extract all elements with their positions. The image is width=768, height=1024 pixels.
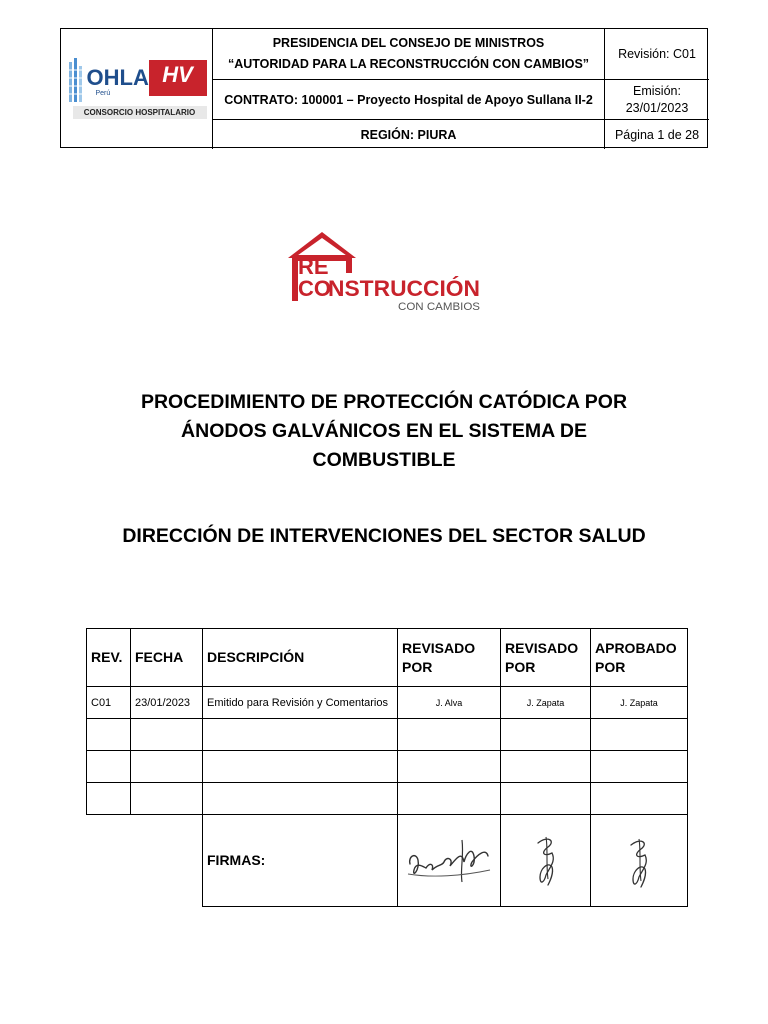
signature-zapata-icon (526, 831, 566, 891)
table-cell: C01 (87, 687, 131, 719)
table-header-cell: FECHA (131, 629, 203, 687)
logo-con-cambios-text: CON CAMBIOS (398, 301, 480, 313)
header-region: REGIÓN: PIURA (213, 120, 605, 149)
header-title-line2: “AUTORIDAD PARA LA RECONSTRUCCIÓN CON CAMBIOS” (227, 57, 590, 71)
table-cell (591, 751, 688, 783)
hv-wordmark: HV (149, 60, 207, 96)
table-row (87, 687, 688, 719)
table-cell (203, 719, 398, 751)
signature-zapata-1 (501, 815, 591, 907)
document-title-line3: COMBUSTIBLE (312, 449, 456, 471)
table-cell (87, 783, 131, 815)
logo-re-text: RE (298, 254, 329, 279)
signatures-row (87, 815, 688, 907)
table-header-cell: REVISADO POR (501, 629, 591, 687)
signature-zapata-2 (591, 815, 688, 907)
header-emission (605, 80, 709, 120)
header-title (213, 29, 605, 80)
table-cell: 23/01/2023 (131, 687, 203, 719)
signature-zapata-icon (619, 831, 659, 891)
firmas-label: FIRMAS: (207, 851, 266, 868)
document-title-line2: ÁNODOS GALVÁNICOS EN EL SISTEMA DE (181, 420, 587, 442)
table-cell (398, 719, 501, 751)
ohla-country: Perú (95, 90, 111, 97)
table-cell (591, 783, 688, 815)
table-cell (501, 719, 591, 751)
ohla-wordmark: OHLA (86, 65, 149, 90)
table-cell (131, 719, 203, 751)
table-cell: J. Zapata (501, 687, 591, 719)
header-revision: Revisión: C01 (605, 29, 709, 80)
emission-date: 23/01/2023 (625, 100, 689, 115)
document-subtitle: DIRECCIÓN DE INTERVENCIONES DEL SECTOR SALUD (122, 525, 646, 547)
ohla-hv-logo (65, 56, 209, 122)
table-cell (203, 783, 398, 815)
table-cell: J. Zapata (591, 687, 688, 719)
table-cell (131, 783, 203, 815)
table-row (87, 783, 688, 815)
header-page-number: Página 1 de 28 (614, 127, 700, 142)
table-header-cell: DESCRIPCIÓN (203, 629, 398, 687)
signature-alva (398, 815, 501, 907)
table-cell (591, 719, 688, 751)
document-title (80, 388, 688, 475)
table-cell (87, 719, 131, 751)
table-header-cell: APROBADO POR (591, 629, 688, 687)
consorcio-label: CONSORCIO HOSPITALARIO (73, 106, 207, 119)
logo-co-text: CO (298, 276, 331, 301)
table-cell (131, 751, 203, 783)
table-header-row (87, 629, 688, 687)
header-logo-cell (61, 29, 213, 149)
table-cell (501, 751, 591, 783)
table-row (87, 751, 688, 783)
table-cell (203, 751, 398, 783)
table-header-cell: REV. (87, 629, 131, 687)
header-contract: CONTRATO: 100001 – Proyecto Hospital de Apoyo Sullana II-2 (213, 80, 605, 120)
reconstruccion-logo (288, 228, 482, 316)
logo-nstruccion-text: NSTRUCCIÓN (328, 276, 480, 301)
firmas-cell (203, 815, 398, 907)
table-cell (398, 751, 501, 783)
document-title-line1: PROCEDIMIENTO DE PROTECCIÓN CATÓDICA POR (140, 391, 628, 413)
signature-alva-icon (402, 826, 496, 896)
table-cell (501, 783, 591, 815)
table-row (87, 719, 688, 751)
table-header-cell: REVISADO POR (398, 629, 501, 687)
document-header (60, 28, 708, 148)
table-cell (87, 751, 131, 783)
table-cell (398, 783, 501, 815)
ohla-building-icon (68, 58, 84, 104)
table-cell: J. Alva (398, 687, 501, 719)
emission-label: Emisión: (633, 83, 681, 98)
revision-table (86, 628, 688, 907)
blank-cell (87, 815, 203, 907)
header-title-line1: PRESIDENCIA DEL CONSEJO DE MINISTROS (272, 36, 545, 50)
table-cell: Emitido para Revisión y Comentarios (203, 687, 398, 719)
